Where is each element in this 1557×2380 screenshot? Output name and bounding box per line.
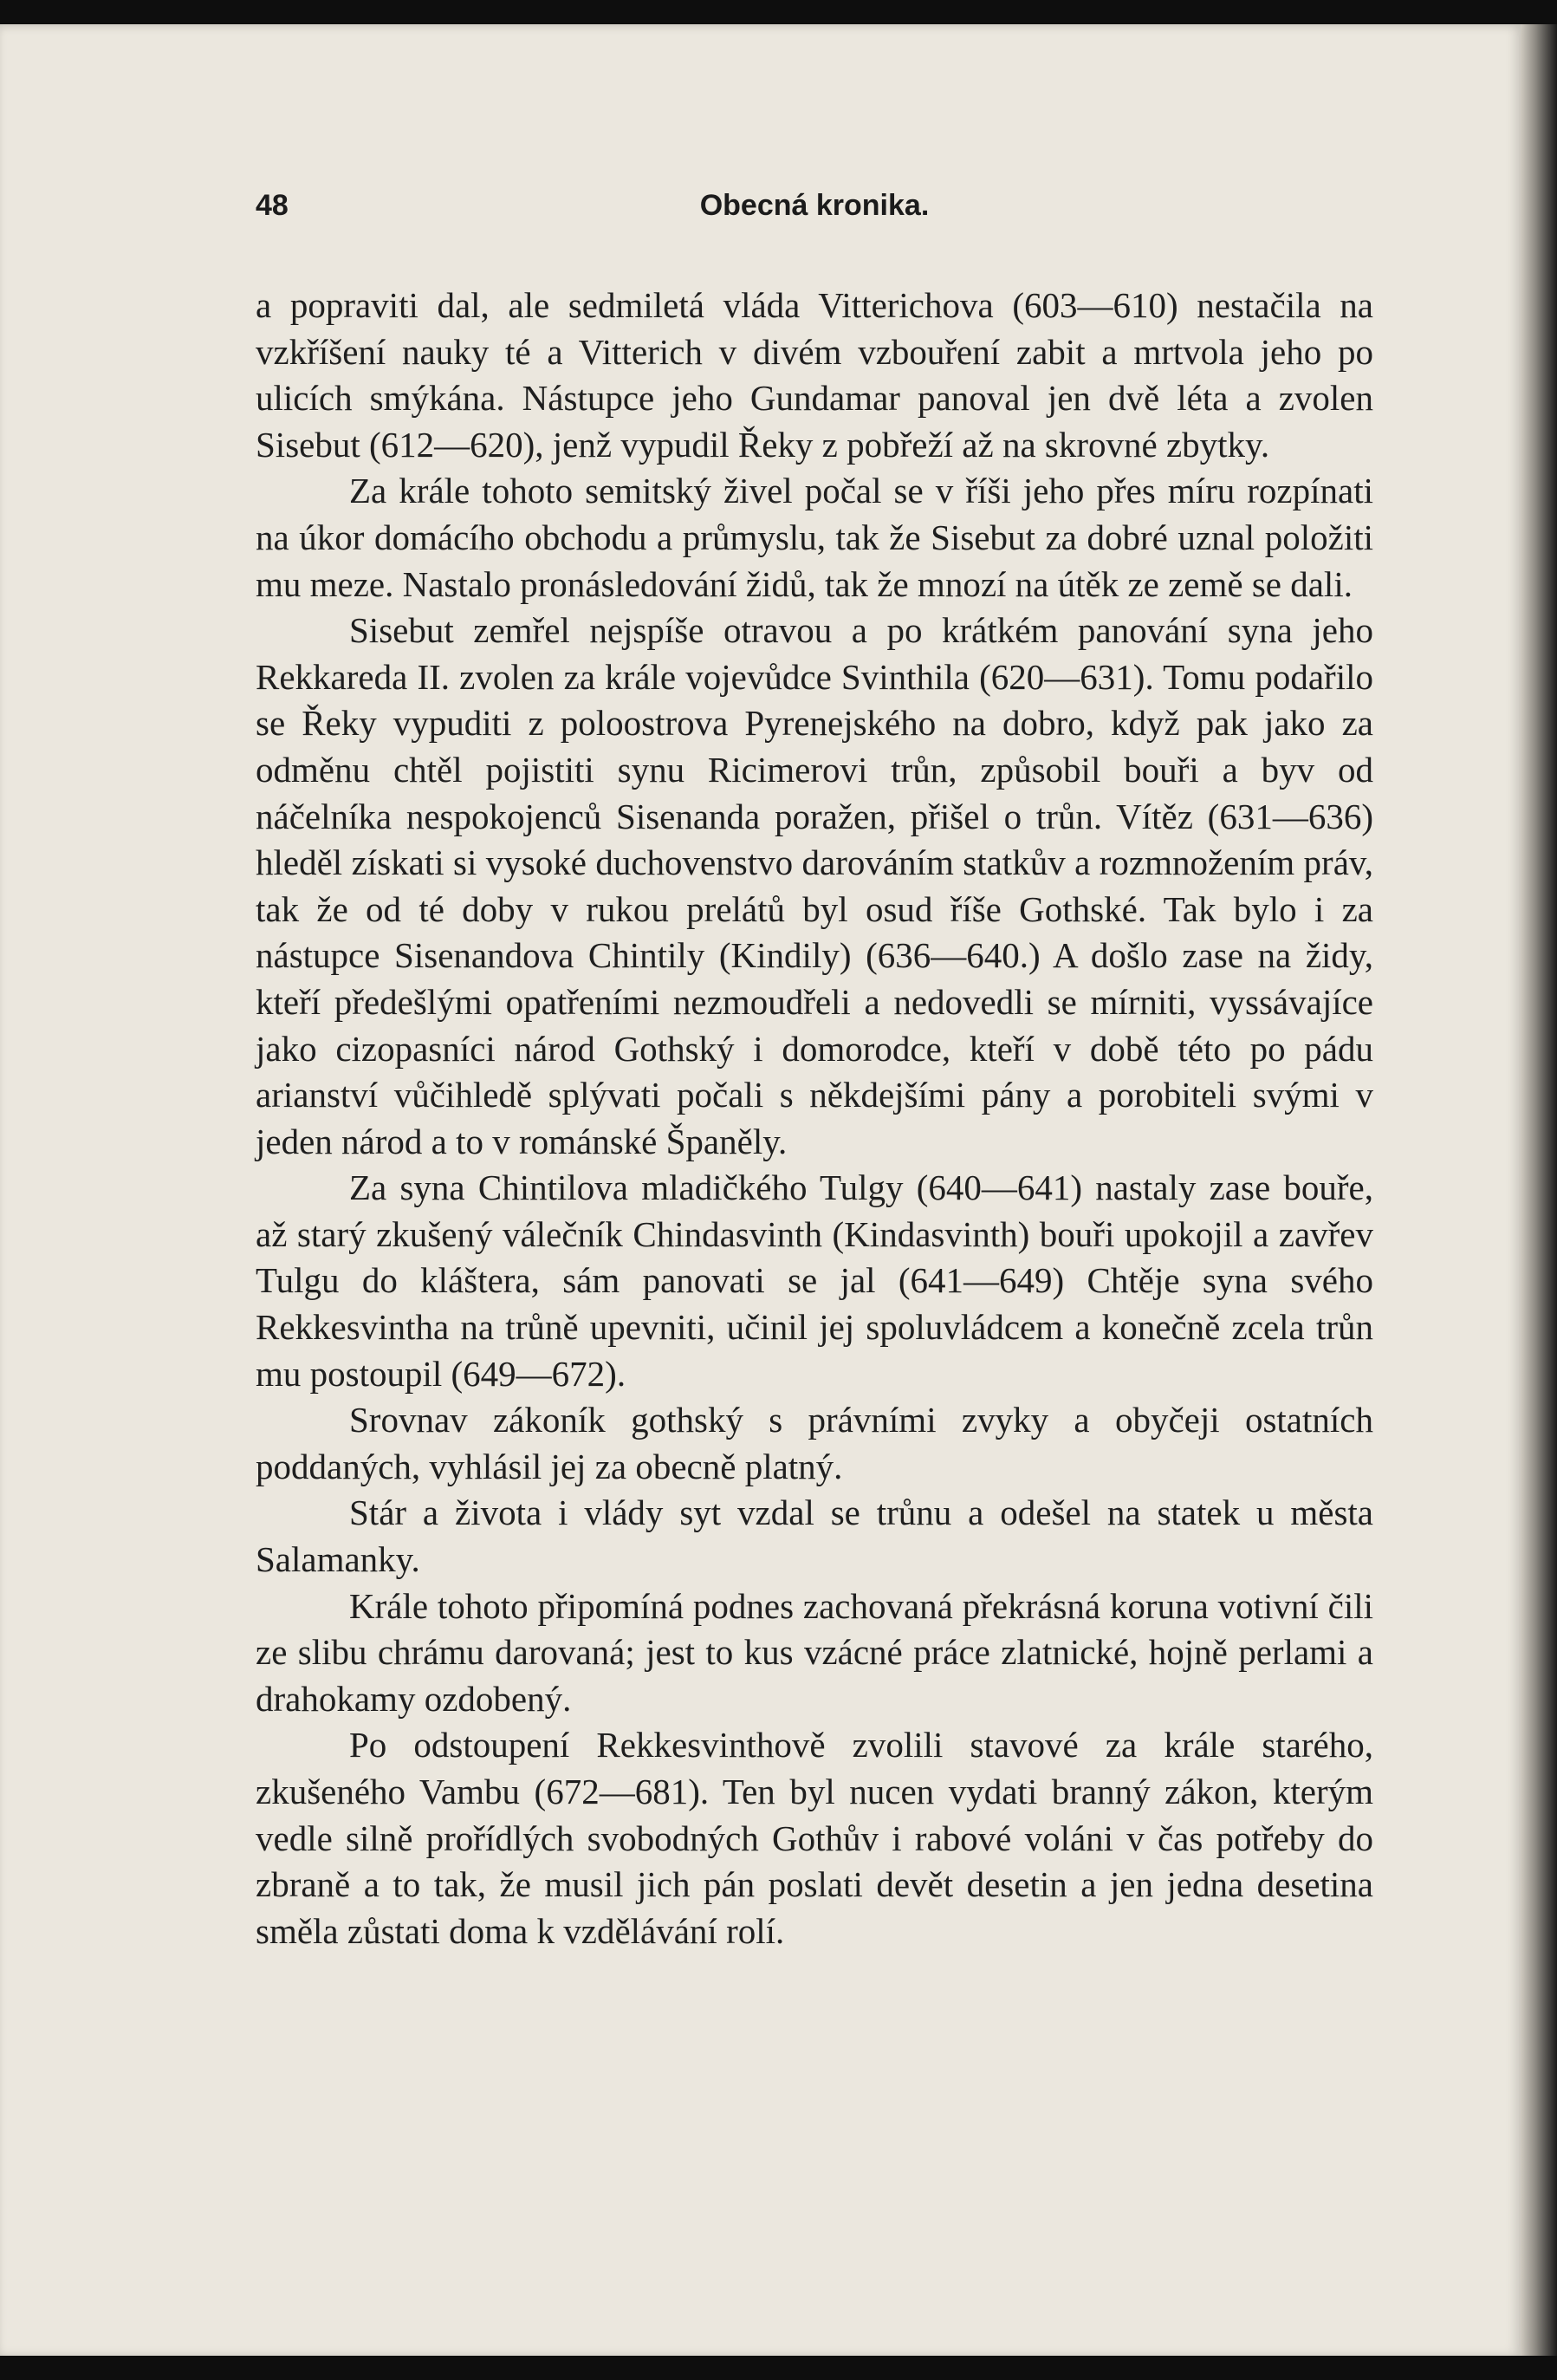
- paragraph: a popraviti dal, ale sedmiletá vláda Vitterichova (603—610) nestačila na vzkříšení nauky té a Vitterich v divém vzbouření zabit a mrtvola jeho po ulicích smýkána. Nástupce jeho Gundamar panoval jen dvě léta a zvolen Sisebut (612—620), jenž vypudil Řeky z pobřeží až na skrovné zbytky.: [256, 285, 1373, 465]
- paragraph: Stár a života i vlády syt vzdal se trůnu a odešel na statek u města Salamanky.: [256, 1492, 1373, 1580]
- paragraph: Za krále tohoto semitský živel počal se v říši jeho přes míru rozpínati na úkor domácího obchodu a průmyslu, tak že Sisebut za dobré uznal položiti mu meze. Nastalo pronásledování židů, tak že mnozí na útěk ze země se dali.: [256, 471, 1373, 604]
- running-title: Obecná kronika.: [699, 189, 930, 222]
- page-number: 48: [256, 189, 289, 222]
- body-text: [256, 283, 1373, 1954]
- page-header: [256, 165, 1373, 222]
- paragraph: Po odstoupení Rekkesvinthově zvolili stavové za krále starého, zkušeného Vambu (672—681). Ten byl nucen vydati branný zákon, kterým vedle silně prořídlých svobodných Gothův i rabové voláni v čas potřeby do zbraně a to tak, že musil jich pán poslati devět desetin a jen jedna desetina směla zůstati doma k vzdělávání rolí.: [256, 1725, 1373, 1951]
- page-edge-shadow: [1521, 24, 1557, 2356]
- paragraph: Za syna Chintilova mladičkého Tulgy (640—641) nastaly zase bouře, až starý zkušený válečník Chindasvinth (Kindasvinth) bouři upokojil a zavřev Tulgu do kláštera, sám panovati se jal (641—649) Chtěje syna svého Rekkesvintha na trůně upevniti, učinil jej spoluvládcem a konečně zcela trůn mu postoupil (649—672).: [256, 1167, 1373, 1394]
- paragraph: Sisebut zemřel nejspíše otravou a po krátkém panování syna jeho Rekkareda II. zvolen za krále vojevůdce Svinthila (620—631). Tomu podařilo se Řeky vypuditi z poloostrova Pyrenejského na dobro, když pak jako za odměnu chtěl pojistiti synu Ricimerovi trůn, způsobil bouři a byv od náčelníka nespokojenců Sisenanda poražen, přišel o trůn. Vítěz (631—636) hleděl získati si vysoké duchovenstvo darováním statkův a rozmnožením práv, tak že od té doby v rukou prelátů byl osud říše Gothské. Tak bylo i za nástupce Sisenandova Chintily (Kindily) (636—640.) A došlo zase na židy, kteří předešlými opatřeními nezmoudřeli a nedovedli se mírniti, vyssávajíce jako cizopasníci národ Gothský i domorodce, kteří v době této po pádu arianství vůčihledě splývati počali s někdejšími pány a porobiteli svými v jeden národ a to v románské Španěly.: [256, 610, 1373, 1161]
- paragraph: Krále tohoto připomíná podnes zachovaná překrásná koruna votivní čili ze slibu chrámu darovaná; jest to kus vzácné práce zlatnické, hojně perlami a drahokamy ozdobený.: [256, 1585, 1373, 1719]
- paragraph: Srovnav zákoník gothský s právními zvyky a obyčeji ostatních poddaných, vyhlásil jej za obecně platný.: [256, 1400, 1373, 1486]
